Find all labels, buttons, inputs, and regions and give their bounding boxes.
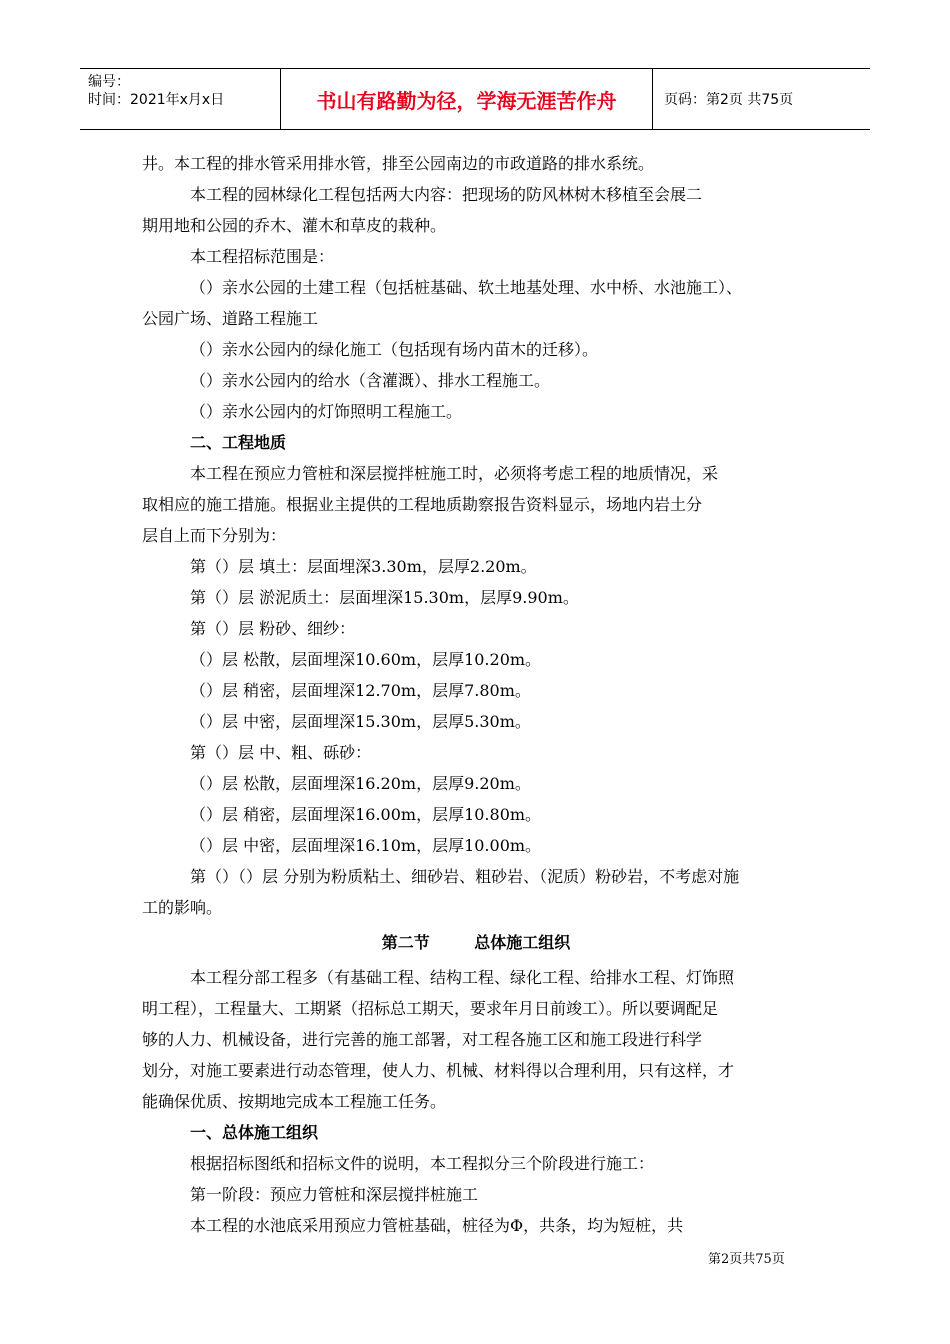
paragraph-line: （）亲水公园的土建工程（包括桩基础、软土地基处理、水中桥、水池施工）、	[190, 278, 743, 297]
paragraph-line: 井。本工程的排水管采用排水管，排至公园南边的市政道路的排水系统。	[142, 154, 655, 173]
paragraph-line: 工的影响。	[142, 898, 223, 917]
header-motto: 书山有路勤为径，学海无涯苦作舟	[281, 69, 653, 129]
paragraph-line: 第（）（）层 分别为粉质粘土、细砂岩、粗砂岩、（泥质）粉砂岩，不考虑对施	[190, 867, 740, 886]
paragraph-line: （）层 中密，层面埋深16.10m，层厚10.00m。	[190, 836, 542, 855]
paragraph-line: 第（）层 填土：层面埋深3.30m，层厚2.20m。	[190, 557, 537, 576]
paragraph-line: 本工程分部工程多（有基础工程、结构工程、绿化工程、给排水工程、灯饰照	[190, 968, 735, 987]
page-footer: 第2页共75页	[708, 1252, 785, 1267]
chapter-heading: 第二节 总体施工组织	[381, 933, 571, 952]
paragraph-line: （）层 松散，层面埋深16.20m，层厚9.20m。	[190, 774, 531, 793]
paragraph-line: 第一阶段：预应力管桩和深层搅拌桩施工	[190, 1185, 479, 1204]
paragraph-line: 本工程在预应力管桩和深层搅拌桩施工时，必须将考虑工程的地质情况，采	[190, 464, 719, 483]
paragraph-line: 第（）层 粉砂、细纱：	[190, 619, 356, 638]
paragraph-line: （）亲水公园内的灯饰照明工程施工。	[190, 402, 463, 421]
number-label: 编号：	[88, 74, 130, 90]
document-body	[142, 148, 810, 1241]
header-meta	[80, 69, 281, 129]
paragraph-line: （）层 稍密，层面埋深12.70m，层厚7.80m。	[190, 681, 531, 700]
paragraph-line: （）层 稍密，层面埋深16.00m，层厚10.80m。	[190, 805, 542, 824]
paragraph-line: （）层 中密，层面埋深15.30m，层厚5.30m。	[190, 712, 531, 731]
paragraph-line: （）亲水公园内的绿化施工（包括现有场内苗木的迁移）。	[190, 340, 599, 359]
paragraph-line: 本工程的园林绿化工程包括两大内容：把现场的防风林树木移植至会展二	[190, 185, 703, 204]
header-page-label: 页码：第2页 共75页	[664, 92, 794, 108]
time-label: 时间：2021年x月x日	[88, 92, 225, 108]
section-heading: 二、工程地质	[190, 433, 287, 452]
paragraph-line: （）亲水公园内的给水（含灌溉）、排水工程施工。	[190, 371, 551, 390]
paragraph-line: （）层 松散，层面埋深10.60m，层厚10.20m。	[190, 650, 542, 669]
paragraph-line: 本工程招标范围是：	[190, 247, 335, 266]
paragraph-line: 公园广场、道路工程施工	[142, 309, 319, 328]
paragraph-line: 够的人力、机械设备，进行完善的施工部署，对工程各施工区和施工段进行科学	[142, 1030, 703, 1049]
paragraph-line: 期用地和公园的乔木、灌木和草皮的栽种。	[142, 216, 447, 235]
paragraph-line: 明工程），工程量大、工期紧（招标总工期天，要求年月日前竣工）。所以要调配足	[142, 999, 719, 1018]
paragraph-line: 层自上而下分别为：	[142, 526, 287, 545]
section-heading: 一、总体施工组织	[190, 1123, 319, 1142]
paragraph-line: 根据招标图纸和招标文件的说明，本工程拟分三个阶段进行施工：	[190, 1154, 655, 1173]
paragraph-line: 本工程的水池底采用预应力管桩基础，桩径为Φ，共条，均为短桩，共	[190, 1216, 684, 1235]
paragraph-line: 能确保优质、按期地完成本工程施工任务。	[142, 1092, 447, 1111]
paragraph-line: 第（）层 淤泥质土：层面埋深15.30m，层厚9.90m。	[190, 588, 579, 607]
paragraph-line: 划分，对施工要素进行动态管理，使人力、机械、材料得以合理利用，只有这样，才	[142, 1061, 735, 1080]
page-header	[80, 68, 870, 130]
paragraph-line: 第（）层 中、粗、砾砂：	[190, 743, 372, 762]
paragraph-line: 取相应的施工措施。根据业主提供的工程地质勘察报告资料显示，场地内岩土分	[142, 495, 703, 514]
